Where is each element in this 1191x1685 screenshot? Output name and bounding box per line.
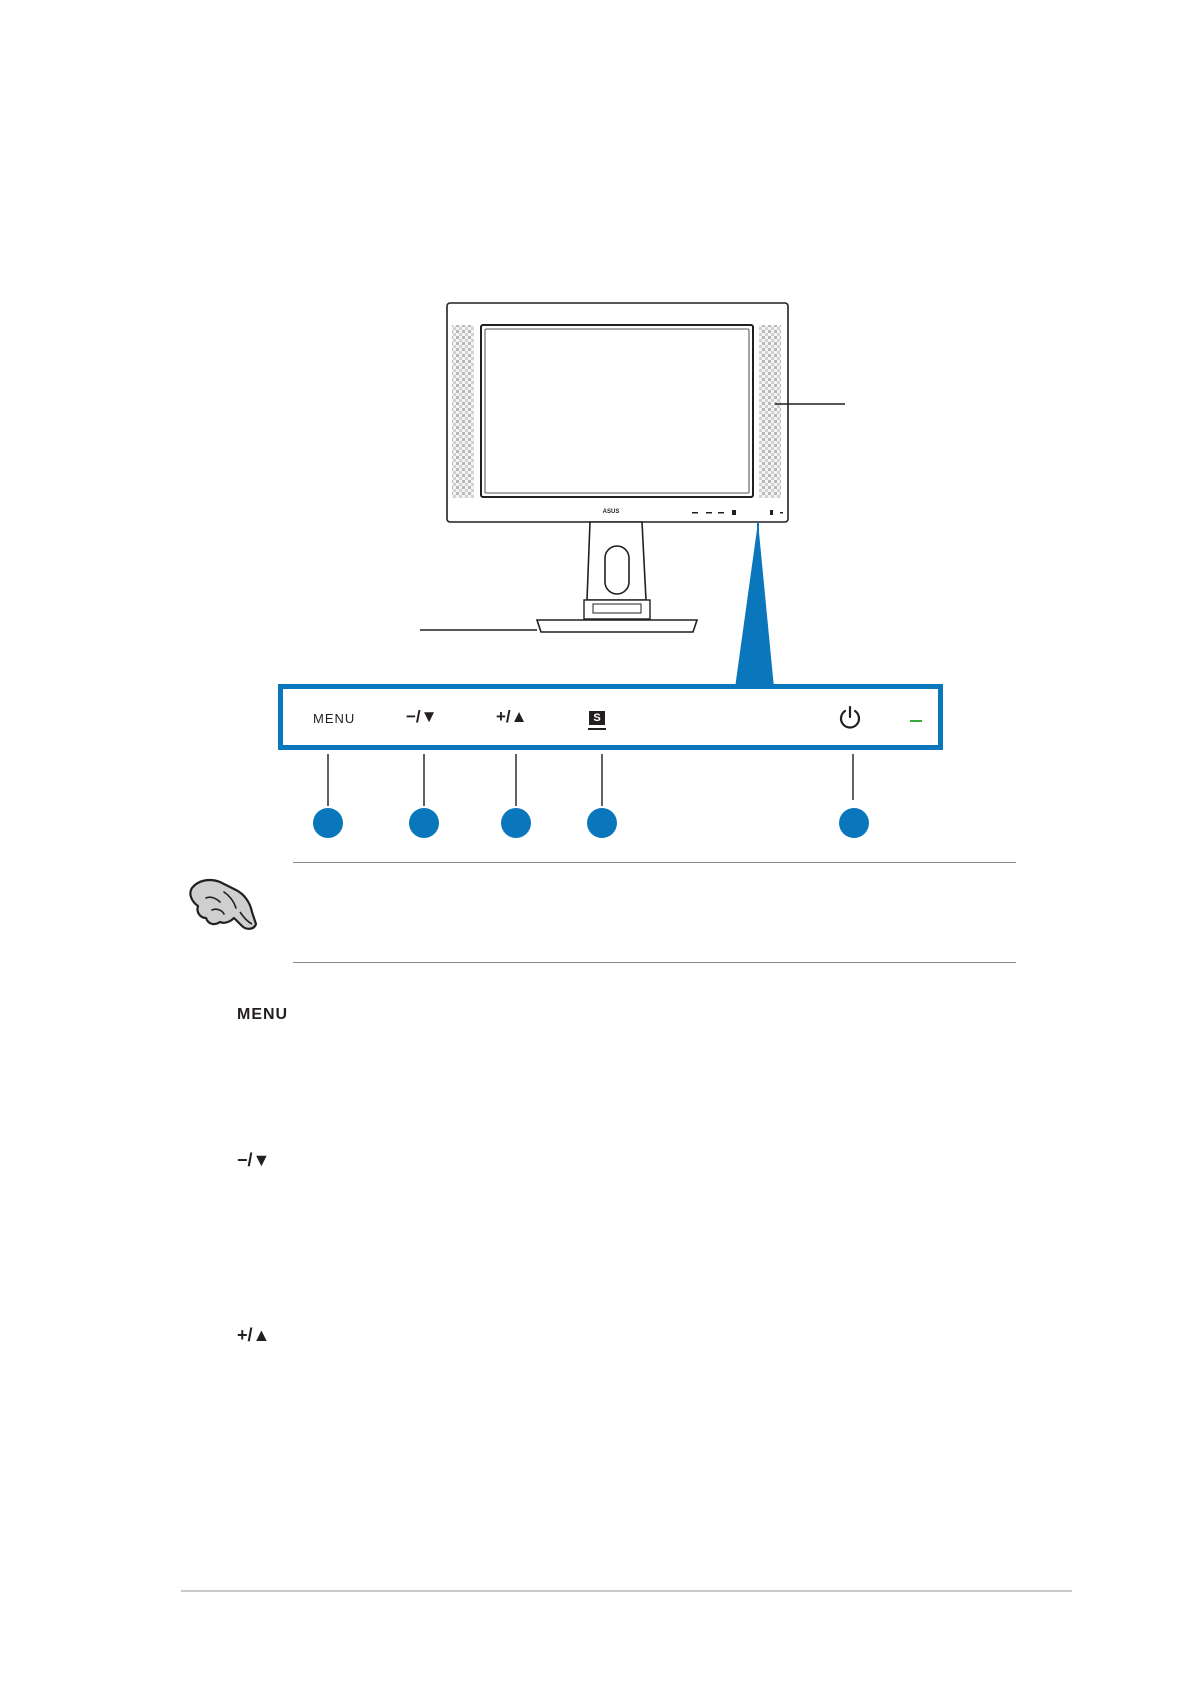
menu-key-icon: MENU bbox=[237, 1006, 289, 1023]
footer-rule bbox=[181, 1590, 1072, 1592]
power-led-indicator bbox=[910, 720, 922, 722]
note-bottom-rule bbox=[293, 962, 1016, 963]
callout-2 bbox=[409, 808, 439, 838]
right-speaker-grille bbox=[759, 325, 781, 498]
zoom-beam bbox=[735, 522, 774, 688]
callout-3 bbox=[501, 808, 531, 838]
minus-down-key-icon: −/▼ bbox=[237, 1150, 271, 1170]
splendid-key-icon: S bbox=[589, 711, 605, 725]
stand-base bbox=[537, 620, 697, 632]
note-top-rule bbox=[293, 862, 1016, 863]
menu-button-label: MENU bbox=[313, 711, 356, 726]
note-hand-icon bbox=[184, 868, 264, 938]
brand-logo: ASUS bbox=[602, 509, 620, 515]
callout-4 bbox=[587, 808, 617, 838]
cable-slot bbox=[605, 546, 629, 594]
plus-up-button-label: +/▲ bbox=[496, 707, 528, 726]
minus-down-button-label: −/▼ bbox=[406, 707, 438, 726]
monitor-screen bbox=[481, 325, 753, 497]
power-icon bbox=[838, 705, 862, 731]
left-speaker-grille bbox=[452, 325, 474, 498]
control-panel-closeup bbox=[278, 684, 943, 750]
callout-5 bbox=[839, 808, 869, 838]
callout-1 bbox=[313, 808, 343, 838]
plus-up-key-icon: +/▲ bbox=[237, 1325, 271, 1345]
